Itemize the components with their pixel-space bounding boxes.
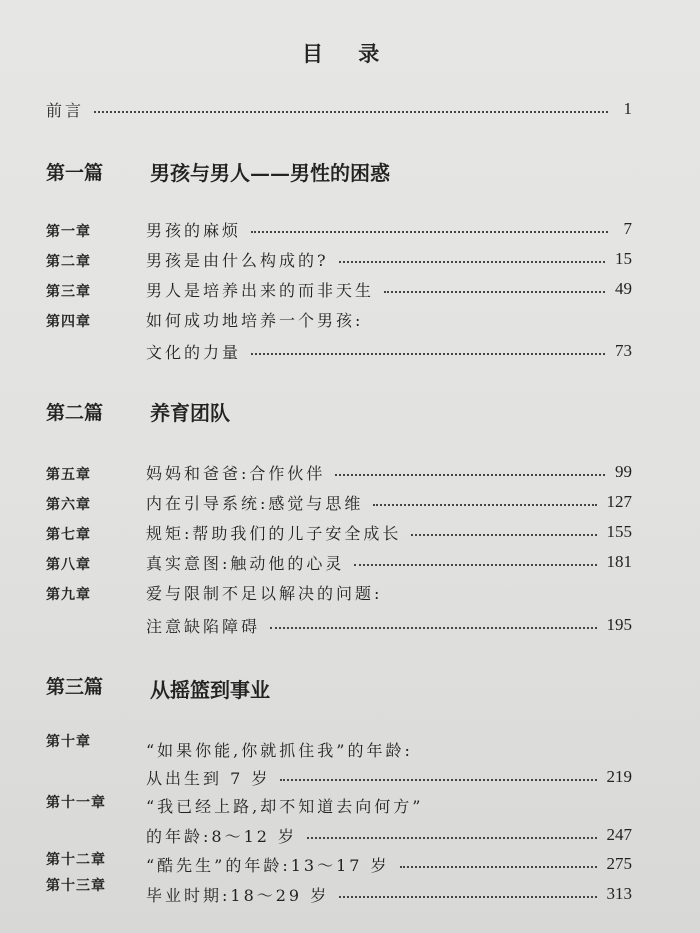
chapter-title: “我已经上路,却不知道去向何方” bbox=[146, 796, 424, 816]
chapter-label: 第五章 bbox=[46, 467, 91, 483]
part-label: 第一篇 bbox=[46, 162, 104, 184]
chapter-title: 真实意图:触动他的心灵 bbox=[146, 553, 345, 573]
chapter-title: 内在引导系统:感觉与思维 bbox=[146, 493, 364, 513]
page-number: 127 bbox=[606, 492, 632, 511]
chapter-title: 爱与限制不足以解决的问题: bbox=[146, 583, 383, 603]
leader-dots bbox=[251, 231, 608, 233]
chapter-title: “如果你能,你就抓住我”的年龄: bbox=[146, 740, 413, 760]
chapter-label: 第二章 bbox=[46, 254, 91, 270]
page-title: 目 录 bbox=[302, 41, 394, 66]
chapter-label: 第六章 bbox=[46, 497, 91, 513]
chapter-title: 文化的力量 bbox=[146, 342, 242, 362]
toc-entry bbox=[146, 276, 632, 302]
chapter-label: 第十二章 bbox=[46, 852, 106, 868]
preface-label: 前言 bbox=[46, 100, 85, 120]
page-number: 99 bbox=[615, 462, 632, 481]
page-number: 247 bbox=[606, 825, 632, 844]
chapter-title: 的年龄:8～12 岁 bbox=[146, 826, 298, 846]
toc-entry-line2 bbox=[146, 822, 632, 848]
toc-entry-line1 bbox=[146, 579, 632, 605]
leader-dots bbox=[339, 261, 605, 263]
page-number: 7 bbox=[623, 219, 632, 238]
chapter-title: 从出生到 7 岁 bbox=[146, 768, 271, 788]
part-label: 第三篇 bbox=[46, 676, 104, 698]
page-number: 1 bbox=[623, 99, 632, 118]
toc-entry-line2 bbox=[146, 764, 632, 790]
chapter-title: “酷先生”的年龄:13～17 岁 bbox=[146, 855, 390, 875]
chapter-label: 第十一章 bbox=[46, 795, 106, 811]
leader-dots bbox=[280, 779, 596, 781]
toc-entry-preface bbox=[46, 96, 632, 122]
leader-dots bbox=[411, 534, 596, 536]
page-number: 275 bbox=[606, 854, 632, 873]
page-number: 15 bbox=[615, 249, 632, 268]
chapter-title: 男孩是由什么构成的? bbox=[146, 250, 329, 270]
toc-entry bbox=[146, 246, 632, 272]
leader-dots bbox=[400, 866, 597, 868]
page-number: 155 bbox=[606, 522, 632, 541]
toc-entry bbox=[146, 549, 632, 575]
toc-entry-line2 bbox=[146, 338, 632, 364]
chapter-title: 男孩的麻烦 bbox=[146, 220, 242, 240]
leader-dots bbox=[307, 837, 596, 839]
chapter-label: 第三章 bbox=[46, 284, 91, 300]
page-number: 313 bbox=[606, 884, 632, 903]
chapter-title: 注意缺陷障碍 bbox=[146, 616, 261, 636]
chapter-title: 规矩:帮助我们的儿子安全成长 bbox=[146, 523, 402, 543]
chapter-label: 第十章 bbox=[46, 734, 91, 750]
page-number: 195 bbox=[606, 615, 632, 634]
leader-dots bbox=[384, 291, 605, 293]
chapter-label: 第八章 bbox=[46, 557, 91, 573]
part-label: 第二篇 bbox=[46, 402, 104, 424]
toc-entry-line1 bbox=[146, 792, 632, 818]
toc-entry-line1 bbox=[146, 306, 632, 332]
leader-dots bbox=[94, 111, 608, 113]
toc-entry bbox=[146, 881, 632, 907]
chapter-label: 第七章 bbox=[46, 527, 91, 543]
page-number: 219 bbox=[606, 767, 632, 786]
page-number: 49 bbox=[615, 279, 632, 298]
leader-dots bbox=[339, 896, 596, 898]
page-number: 181 bbox=[606, 552, 632, 571]
chapter-label: 第一章 bbox=[46, 224, 91, 240]
chapter-label: 第九章 bbox=[46, 587, 91, 603]
chapter-title: 男人是培养出来的而非天生 bbox=[146, 280, 375, 300]
part-title: 男孩与男人——男性的困惑 bbox=[150, 161, 390, 185]
chapter-title: 妈妈和爸爸:合作伙伴 bbox=[146, 463, 326, 483]
leader-dots bbox=[354, 564, 596, 566]
leader-dots bbox=[373, 504, 596, 506]
page-number: 73 bbox=[615, 341, 632, 360]
toc-entry bbox=[146, 216, 632, 242]
toc-entry bbox=[146, 459, 632, 485]
leader-dots bbox=[270, 627, 596, 629]
chapter-title: 如何成功地培养一个男孩: bbox=[146, 310, 364, 330]
leader-dots bbox=[251, 353, 605, 355]
chapter-label: 第四章 bbox=[46, 314, 91, 330]
toc-entry-line1 bbox=[146, 736, 632, 762]
toc-entry-line2 bbox=[146, 612, 632, 638]
toc-entry bbox=[146, 489, 632, 515]
chapter-title: 毕业时期:18～29 岁 bbox=[146, 885, 330, 905]
toc-entry bbox=[146, 519, 632, 545]
chapter-label: 第十三章 bbox=[46, 878, 106, 894]
part-title: 从摇篮到事业 bbox=[150, 678, 270, 702]
toc-entry bbox=[146, 851, 632, 877]
leader-dots bbox=[335, 474, 605, 476]
part-title: 养育团队 bbox=[150, 401, 230, 425]
